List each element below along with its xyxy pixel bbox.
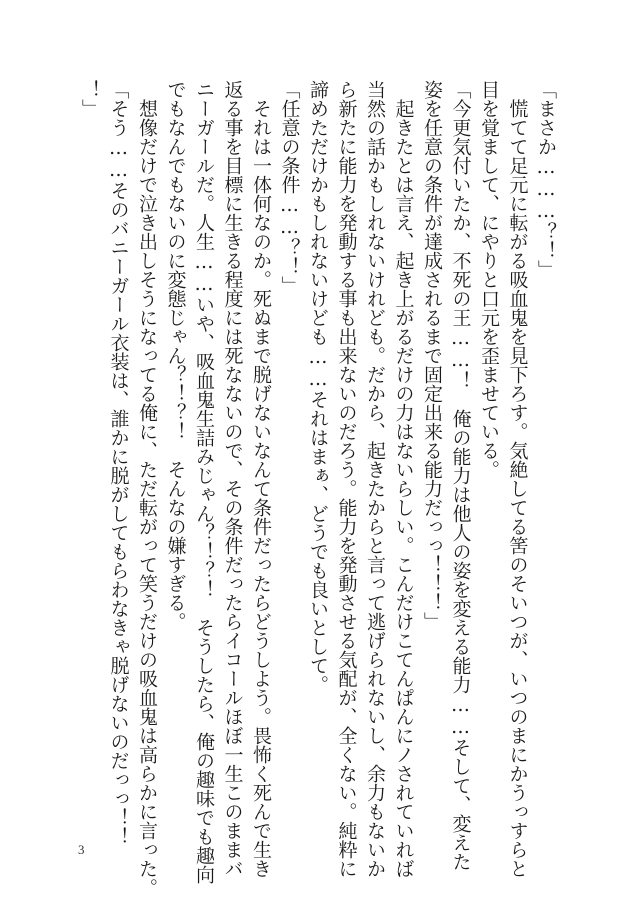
text-line: それは一体何なのか。死ぬまで脱げないなんて条件だったらどうしよう。畏怖く死んで生き: [250, 80, 272, 878]
text-line: ニーガールだ。人生……いや、吸血鬼生詰みじゃん？！？！ そうしたら、俺の趣味でも趣向: [193, 80, 215, 884]
text-line: ら新たに能力を発動する事も出来ないのだろう。能力を発動させる気配が、全くない。純粋に: [335, 80, 358, 878]
text-line: 「そう……そのバニーガール衣装は、誰かに脱がしてもらわなきゃ脱げないのだっっ！！: [107, 80, 130, 846]
text-line: 「今更気付いたか、不死の王……！ 俺の能力は他人の姿を変える能力……そして、変えた: [449, 80, 472, 871]
text-line: 目を覚まして、にやりと口元を歪ませている。: [478, 80, 500, 479]
text-line: 姿を任意の条件が達成されるまで固定出来る能力だっっ！！！」: [421, 80, 443, 631]
text-line: 「まさか………？！」: [535, 80, 557, 279]
text-line: 起きたとは言え、起き上がるだけの力はないらしい。こんだけこてんぱんにノされていれば: [392, 80, 415, 878]
text-line: 諦めただけかもしれないけども……それはまぁ、どうでも良いとして。: [307, 80, 329, 694]
text-line: 「任意の条件……？！」: [278, 80, 301, 295]
text-line: 慌てて足元に転がる吸血鬼を見下ろす。気絶してる筈のそいつが、いつのまにかうっすらと: [506, 80, 529, 878]
page-number: 3: [78, 842, 85, 857]
text-line: でもなんでもないのに変態じゃん？！？！ そんなの嫌すぎる。: [164, 80, 187, 631]
body-text: [78, 80, 558, 897]
text-line: 当然の話かもしれないけれども。だから、起きたからと言って逃げられないし、余力もないか: [364, 80, 386, 878]
text-line: 返る事を目標に生きる程度には死なないので、その条件だったらイコールほぼ一生このままバ: [221, 80, 244, 878]
text-line: ！」: [79, 80, 101, 118]
text-line: 想像だけで泣き出しそうになってる俺に、ただ転がって笑うだけの吸血鬼は高らかに言った。: [136, 80, 158, 897]
